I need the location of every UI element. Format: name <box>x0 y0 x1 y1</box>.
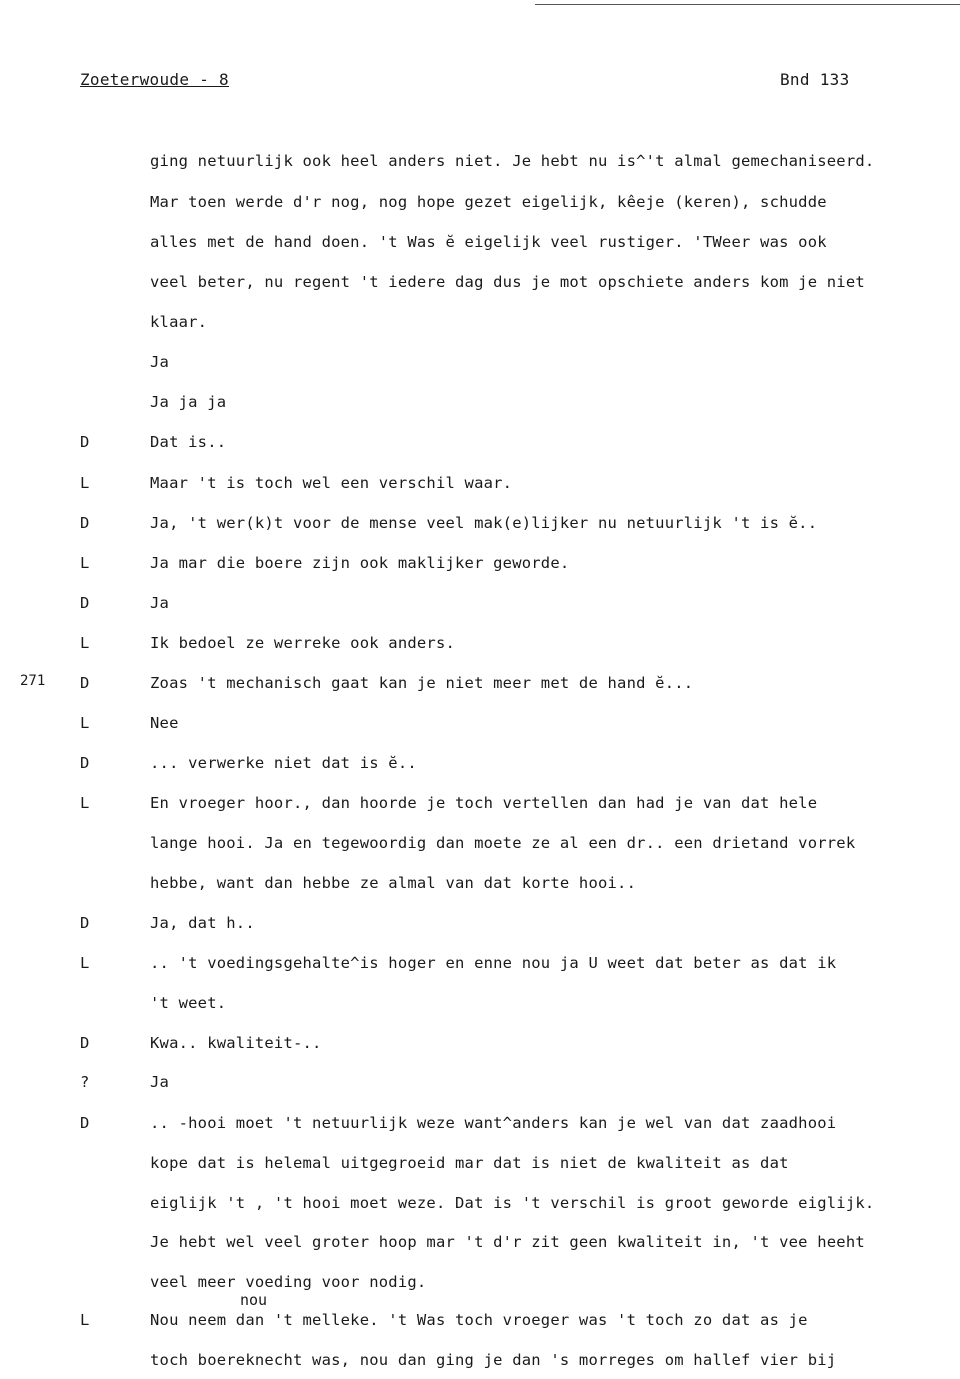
transcript-line: veel meer voeding voor nodig. <box>150 1273 427 1291</box>
transcript-line: veel beter, nu regent 't iedere dag dus je mot opschiete anders kom je niet <box>150 273 865 291</box>
transcript-line: 't weet. <box>150 994 227 1012</box>
transcript-line: Je hebt wel veel groter hoop mar 't d'r zit geen kwaliteit in, 't vee heeht <box>150 1233 865 1251</box>
speaker-label: D <box>80 674 90 692</box>
transcript-line: Ja mar die boere zijn ook maklijker geworde. <box>150 554 570 572</box>
speaker-label: L <box>80 1311 90 1329</box>
band-number: Bnd 133 <box>780 70 850 89</box>
speaker-label: D <box>80 1034 90 1052</box>
transcript-line: Ja <box>150 594 170 612</box>
transcript-line: toch boereknecht was, nou dan ging je dan 's morreges om hallef vier bij <box>150 1351 837 1369</box>
transcript-line: ... verwerke niet dat is ĕ.. <box>150 754 417 772</box>
transcript-line: Zoas 't mechanisch gaat kan je niet meer met de hand ĕ... <box>150 674 694 692</box>
speaker-label: L <box>80 554 90 572</box>
speaker-label: D <box>80 754 90 772</box>
transcript-line: .. 't voedingsgehalte^is hoger en enne nou ja U weet dat beter as dat ik <box>150 954 837 972</box>
speaker-label: D <box>80 594 90 612</box>
transcript-line: En vroeger hoor., dan hoorde je toch vertellen dan had je van dat hele <box>150 794 818 812</box>
transcript-line: Mar toen werde d'r nog, nog hope gezet eigelijk, kêeje (keren), schudde <box>150 193 827 211</box>
speaker-label: L <box>80 634 90 652</box>
document-title: Zoeterwoude - 8 <box>80 70 229 89</box>
transcript-line: Ja ja ja <box>150 393 227 411</box>
transcript-line: .. -hooi moet 't netuurlijk weze want^anders kan je wel van dat zaadhooi <box>150 1114 837 1132</box>
insertion-above: nou <box>240 1291 268 1309</box>
transcript-line: Maar 't is toch wel een verschil waar. <box>150 474 513 492</box>
transcript-line: eiglijk 't , 't hooi moet weze. Dat is 't verschil is groot geworde eiglijk. <box>150 1194 875 1212</box>
transcript-line: Ja, dat h.. <box>150 914 255 932</box>
speaker-label: L <box>80 794 90 812</box>
transcript-line: Ik bedoel ze werreke ook anders. <box>150 634 456 652</box>
speaker-label: ? <box>80 1073 90 1091</box>
transcript-line: Ja, 't wer(k)t voor de mense veel mak(e)lijker nu netuurlijk 't is ĕ.. <box>150 514 818 532</box>
transcript-line: Nou neem dan 't melleke. 't Was toch vroeger was 't toch zo dat as je <box>150 1311 808 1329</box>
margin-counter: 271 <box>20 673 46 689</box>
transcript-line: hebbe, want dan hebbe ze almal van dat korte hooi.. <box>150 874 637 892</box>
speaker-label: D <box>80 914 90 932</box>
speaker-label: D <box>80 514 90 532</box>
speaker-label: L <box>80 474 90 492</box>
speaker-label: L <box>80 714 90 732</box>
transcript-line: lange hooi. Ja en tegewoordig dan moete ze al een dr.. een drietand vorrek <box>150 834 856 852</box>
transcript-line: Nee <box>150 714 179 732</box>
transcript-line: Ja <box>150 353 170 371</box>
transcript-line: klaar. <box>150 313 208 331</box>
transcript-line: kope dat is helemal uitgegroeid mar dat is niet de kwaliteit as dat <box>150 1154 789 1172</box>
top-rule <box>535 4 960 5</box>
speaker-label: L <box>80 954 90 972</box>
transcript-line: Dat is.. <box>150 433 227 451</box>
transcript-line: alles met de hand doen. 't Was ĕ eigelijk veel rustiger. 'TWeer was ook <box>150 233 827 251</box>
speaker-label: D <box>80 433 90 451</box>
transcript-line: ging netuurlijk ook heel anders niet. Je hebt nu is^'t almal gemechaniseerd. <box>150 152 875 170</box>
transcript-line: Ja <box>150 1073 170 1091</box>
speaker-label: D <box>80 1114 90 1132</box>
transcript-line: Kwa.. kwaliteit-.. <box>150 1034 322 1052</box>
